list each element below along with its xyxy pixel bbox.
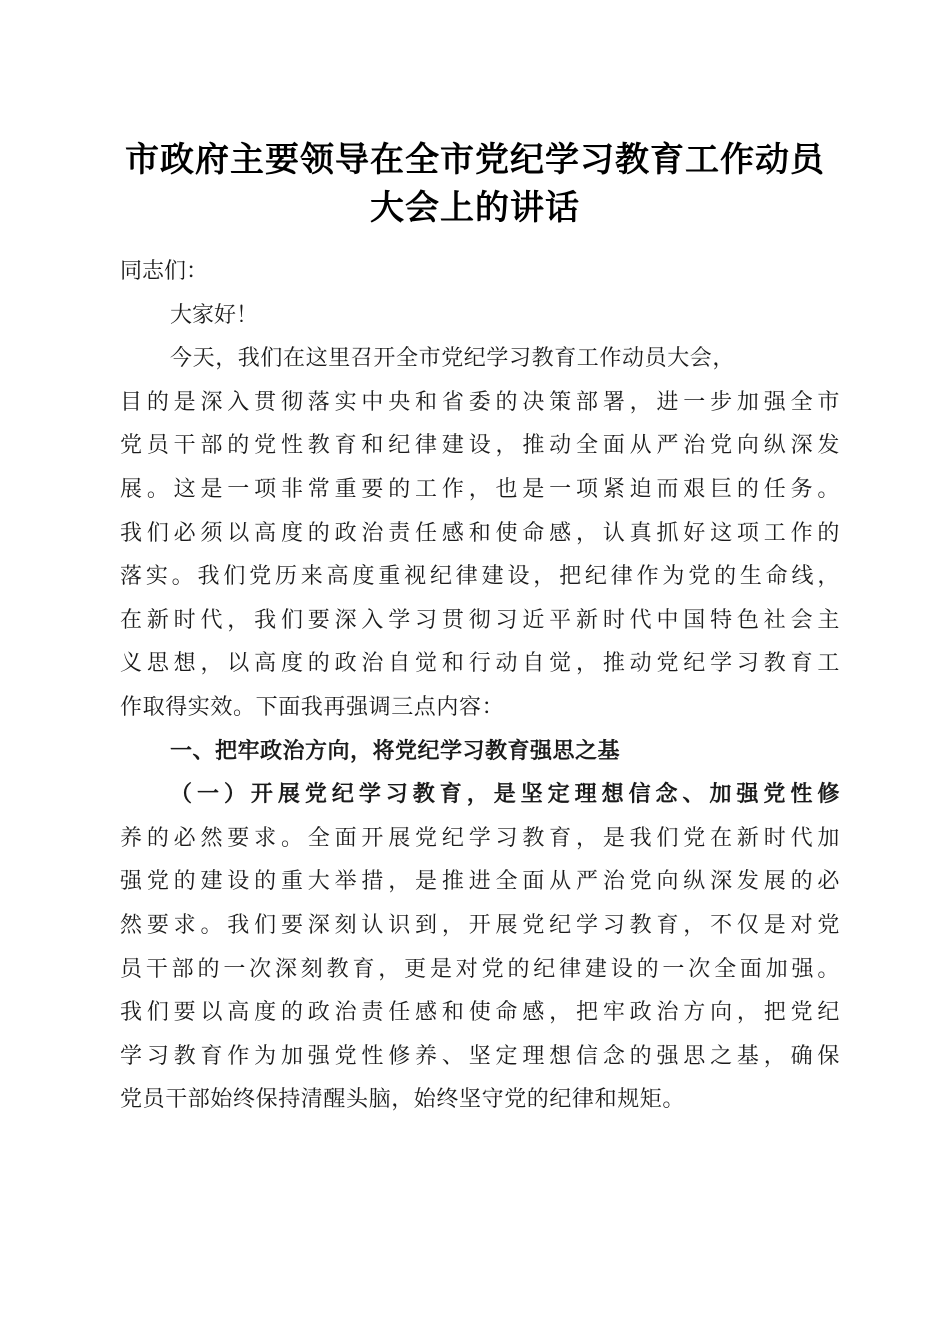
paragraph-line: 党员干部的党性教育和纪律建设，推动全面从严治党向纵深发 (120, 433, 840, 459)
intro-paragraph (120, 337, 840, 729)
paragraph-line: 作取得实效。下面我再强调三点内容： (120, 694, 505, 720)
paragraph-line: 强党的建设的重大举措，是推进全面从严治党向纵深发展的必 (120, 869, 840, 895)
salutation: 同志们： (120, 259, 209, 284)
paragraph-line: 然要求。我们要深刻认识到，开展党纪学习教育，不仅是对党 (120, 912, 840, 938)
paragraph-line: 我们要以高度的政治责任感和使命感，把牢政治方向，把党纪 (120, 1000, 840, 1026)
paragraph-line: 我们必须以高度的政治责任感和使命感，认真抓好这项工作的 (120, 520, 840, 546)
title-line-2: 大会上的讲话 (370, 188, 580, 228)
paragraph-line: 落实。我们党历来高度重视纪律建设，把纪律作为党的生命线， (120, 564, 840, 590)
section-heading-1: 一、把牢政治方向，将党纪学习教育强思之基 (170, 738, 621, 764)
paragraph-line: 今天，我们在这里召开全市党纪学习教育工作动员大会， (170, 346, 736, 372)
paragraph-line: 学习教育作为加强党性修养、坚定理想信念的强思之基，确保 (120, 1043, 840, 1069)
paragraph-line: 养的必然要求。全面开展党纪学习教育，是我们党在新时代加 (120, 825, 840, 851)
paragraph-line: 党员干部始终保持清醒头脑，始终坚守党的纪律和规矩。 (120, 1087, 686, 1113)
title-line-1: 市政府主要领导在全市党纪学习教育工作动员 (125, 140, 825, 180)
paragraph-line: 目的是深入贯彻落实中央和省委的决策部署，进一步加强全市 (120, 389, 840, 415)
paragraph-line: 员干部的一次深刻教育，更是对党的纪律建设的一次全面加强。 (120, 956, 840, 982)
paragraph-line: 义思想，以高度的政治自觉和行动自觉，推动党纪学习教育工 (120, 651, 840, 677)
speech-body (120, 250, 840, 1122)
paragraph-line: 在新时代，我们要深入学习贯彻习近平新时代中国特色社会主 (120, 607, 840, 633)
page-title (100, 136, 850, 232)
subsection-lead: （一）开展党纪学习教育，是坚定理想信念、加强党性修 (170, 781, 840, 808)
subsection-1-paragraph (120, 773, 840, 1122)
greeting: 大家好！ (170, 302, 259, 328)
paragraph-line: 展。这是一项非常重要的工作，也是一项紧迫而艰巨的任务。 (120, 476, 840, 502)
